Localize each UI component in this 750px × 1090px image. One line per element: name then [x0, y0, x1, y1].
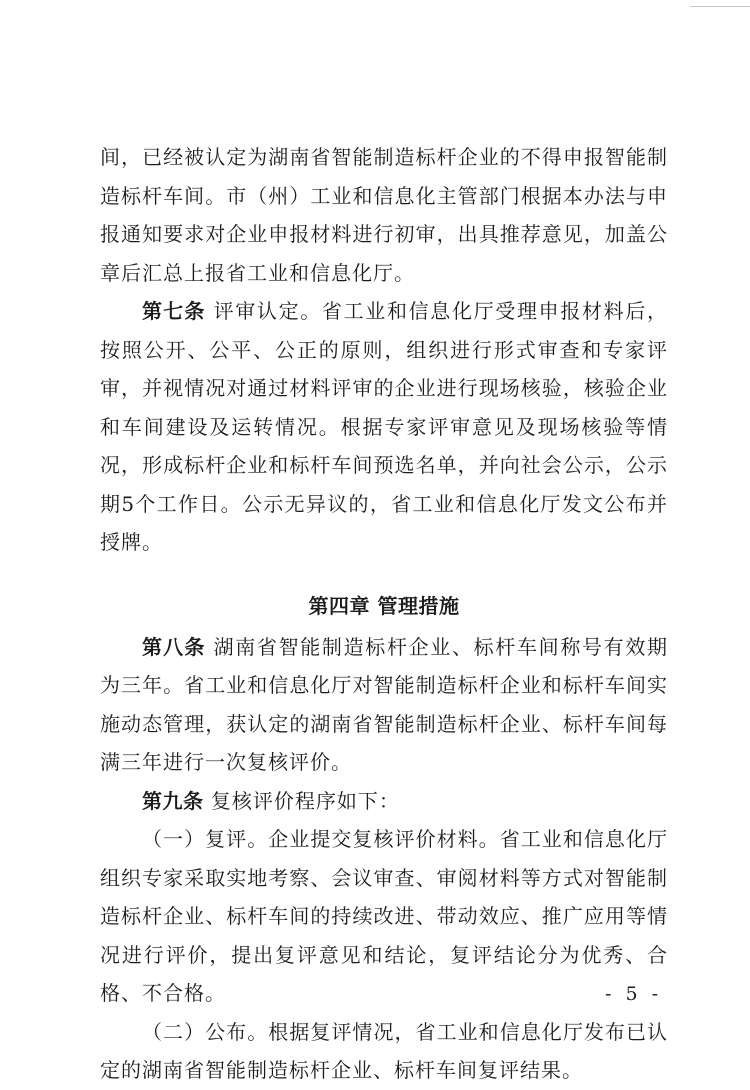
article-8: [100, 628, 668, 782]
chapter-4-title: 第四章 管理措施: [308, 593, 460, 618]
article-9-item-1: （一）复评。企业提交复核评价材料。省工业和信息化厅组织专家采取实地考察、会议审查、审阅材料等方式对智能制造标杆企业、标杆车间的持续改进、带动效应、推广应用等情况进行评价，提出复评意见和结论，复评结论分为优秀、合格、不合格。: [100, 827, 668, 1005]
article-9-label: 第九条: [142, 788, 204, 813]
article-7: [100, 292, 668, 562]
article-9-item-2: （二）公布。根据复评情况，省工业和信息化厅发布已认定的湖南省智能制造标杆企业、标杆车间复评结果。: [100, 1019, 668, 1082]
article-8-label: 第八条: [142, 634, 206, 659]
article-8-text: 湖南省智能制造标杆企业、标杆车间称号有效期为三年。省工业和信息化厅对智能制造标杆企业和标杆车间实施动态管理，获认定的湖南省智能制造标杆企业、标杆车间每满三年进行一次复核评价。: [100, 634, 669, 774]
article-7-text: 评审认定。省工业和信息化厅受理申报材料后，按照公开、公平、公正的原则，组织进行形式审查和专家评审，并视情况对通过材料评审的企业进行现场核验，核验企业和车间建设及运转情况。根据专家评审意见及现场核验等情况，形成标杆企业和标杆车间预选名单，并向社会公示，公示期5个工作日。公示无异议的，省工业和信息化厅发文公布并授牌。: [100, 299, 669, 554]
document-page: [100, 138, 668, 1090]
article-7-label: 第七条: [142, 299, 206, 323]
page-number: - 5 -: [604, 983, 662, 1005]
paragraph-continuation: 间，已经被认定为湖南省智能制造标杆企业的不得申报智能制造标杆车间。市（州）工业和信息化主管部门根据本办法与申报通知要求对企业申报材料进行初审，出具推荐意见，加盖公章后汇总上报省工业和信息化厅。: [100, 145, 668, 285]
article-9: [100, 782, 668, 821]
top-edge-rule: [690, 6, 750, 7]
article-9-text: 复核评价程序如下：: [210, 788, 400, 813]
